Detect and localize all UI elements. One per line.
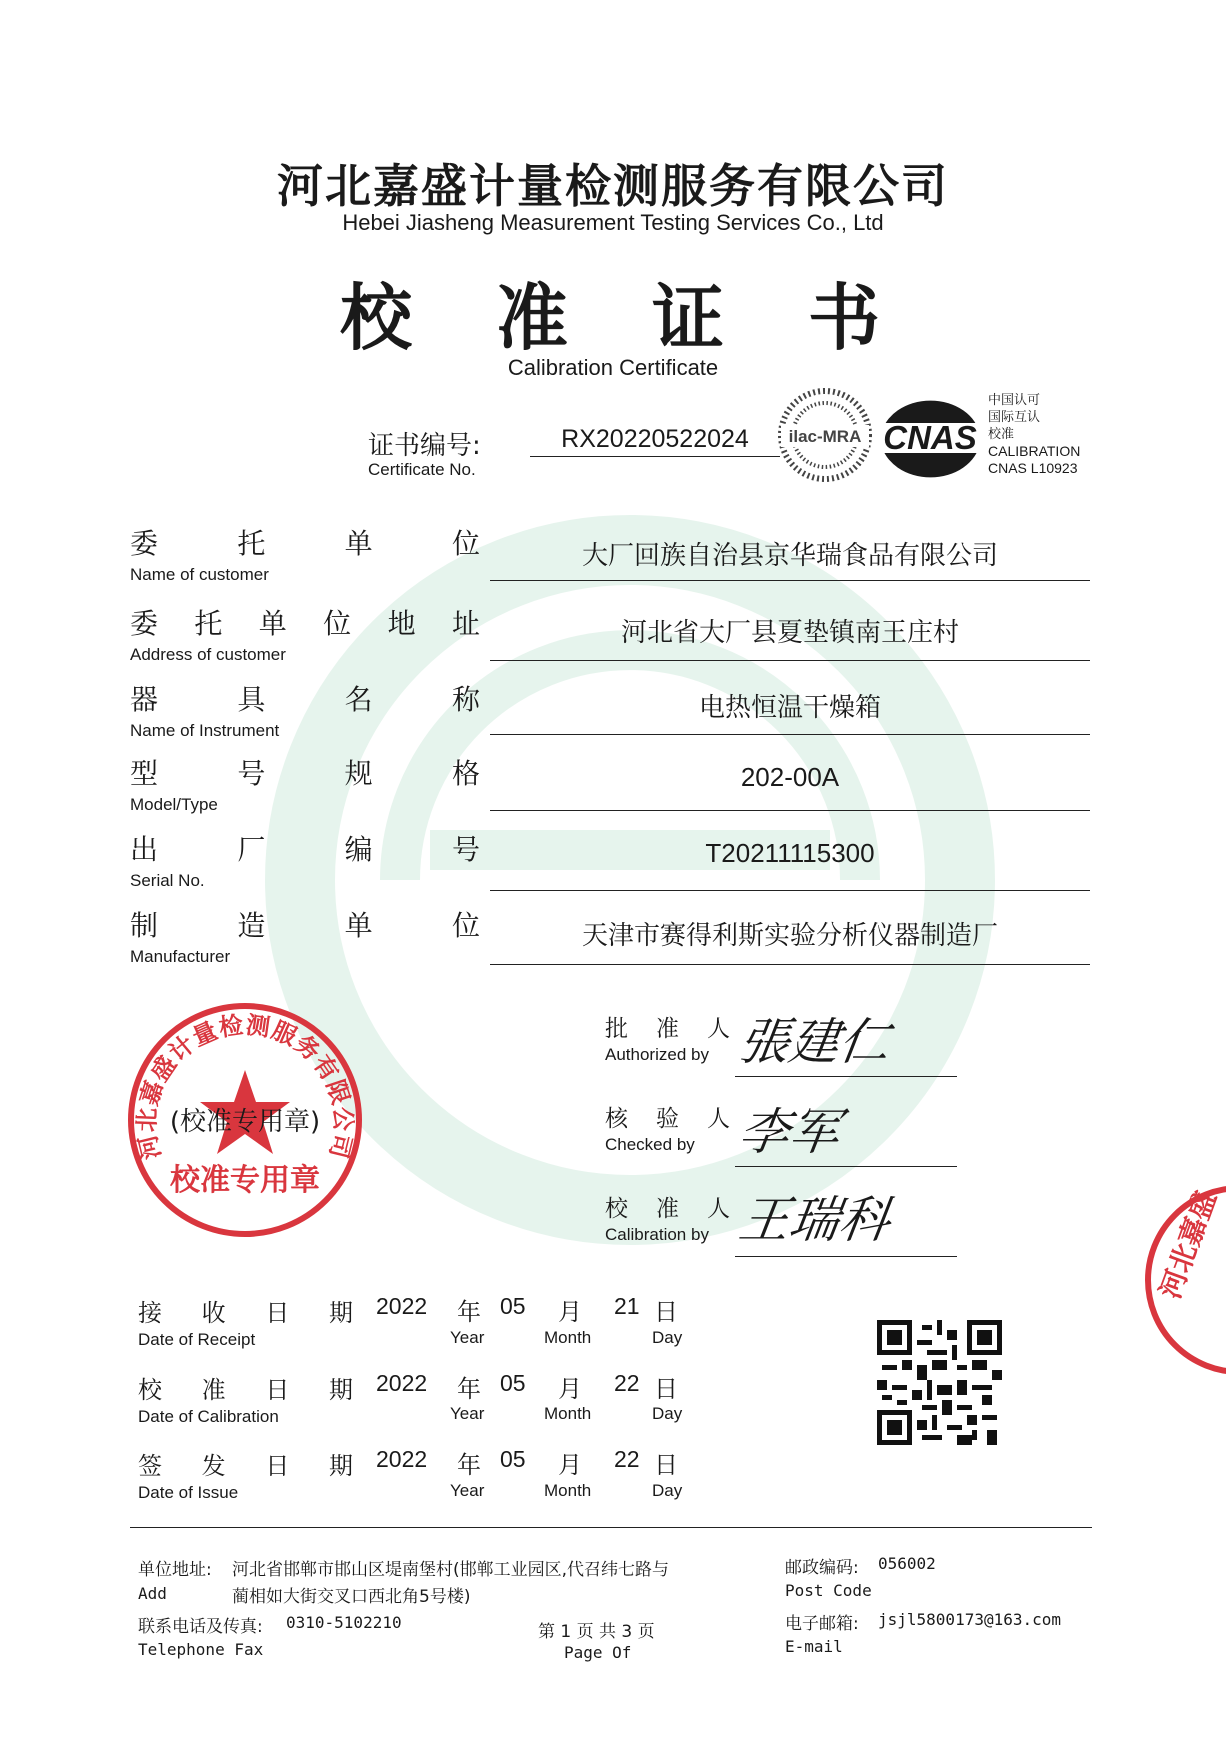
signature-label-calibration [605,1190,730,1245]
customer-address-value: 河北省大厂县夏垫镇南王庄村 [620,618,959,648]
manufacturer-value: 天津市赛得利斯实验分析仪器制造厂 [581,921,998,951]
date-label-calibration [138,1370,353,1427]
document-title-en: Calibration Certificate [507,355,719,380]
ilac-mra-logo [775,385,875,485]
ilac-mra-text: ilac-MRA [788,427,862,446]
signature-authorized: 張建仁 [735,1013,894,1071]
seal-center-text: (校准专用章) [169,1107,321,1137]
field-customer-address [130,602,480,665]
field-underline [490,580,1090,581]
field-label-en: Name of customer [130,565,269,584]
label-char: 厂 [237,833,266,866]
company-name-cn: 河北嘉盛计量检测服务有限公司 [277,159,949,213]
footer-divider [130,1527,1092,1528]
label-char: 号 [451,833,480,866]
calibration-year: 2022 [376,1370,428,1396]
qr-code[interactable] [877,1320,1002,1445]
certificate-number: RX20220522024 [561,425,749,453]
field-label-cn [130,828,480,868]
date-label-issue [138,1446,353,1503]
label-char: 委 [130,527,159,560]
cnas-accreditation-info [988,392,1080,477]
phone-label-en: Telephone Fax [138,1640,264,1659]
en-month: Month [544,1404,592,1423]
label-char: 准 [656,1016,679,1042]
field-label-cn [130,678,480,718]
en-day: Day [652,1481,683,1500]
unit-year: 年 [457,1298,481,1326]
partial-seal-edge [1140,1180,1226,1380]
label-char: 验 [656,1106,679,1132]
unit-year: 年 [457,1451,481,1479]
label-char: 址 [451,607,480,640]
signature-underline [735,1256,957,1257]
certificate-number-label: 证书编号: [368,431,481,461]
label-char: 造 [237,909,266,942]
signature-label-checked [605,1100,730,1155]
unit-day: 日 [654,1451,678,1479]
title-char: 准 [495,276,568,360]
field-label-cn [130,602,480,642]
date-label-en: Date of Receipt [138,1330,256,1349]
en-day: Day [652,1404,683,1423]
label-char: 制 [130,909,159,942]
signature-calibration: 王瑞科 [735,1191,894,1249]
label-char: 发 [201,1452,226,1480]
label-char: 型 [130,757,159,790]
label-char: 编 [344,833,373,866]
label-char: 格 [451,757,480,790]
label-char: 位 [451,909,480,942]
issue-month: 05 [500,1446,526,1472]
label-char: 具 [237,683,266,716]
label-char: 准 [656,1196,679,1222]
label-char: 器 [130,683,159,716]
unit-month: 月 [558,1375,582,1403]
label-char: 准 [201,1376,226,1404]
title-char: 校 [340,276,413,360]
signature-label-en: Checked by [605,1135,695,1154]
cnas-line: CALIBRATION [988,443,1081,459]
field-model-type [130,752,480,815]
label-char: 人 [707,1196,730,1222]
unit-month: 月 [558,1451,582,1479]
field-label-en: Address of customer [130,645,286,664]
issue-day: 22 [614,1446,640,1472]
unit-day: 日 [654,1375,678,1403]
title-char: 证 [651,276,724,360]
signature-label-authorized [605,1010,730,1065]
label-char: 人 [707,1106,730,1132]
field-label-en: Name of Instrument [130,721,280,740]
page-indicator: 第 1 页 共 3 页 [538,1622,655,1642]
receipt-month: 05 [500,1293,526,1319]
label-char: 校 [605,1196,628,1222]
field-label-cn [130,522,480,562]
date-label-receipt [138,1293,353,1350]
unit-month: 月 [558,1298,582,1326]
label-char: 单 [258,607,287,640]
field-customer-name [130,522,480,585]
cnas-line: 国际互认 [988,410,1041,425]
field-label-cn [130,904,480,944]
certificate-number-underline [530,456,780,457]
cnas-line: 中国认可 [988,393,1041,408]
cnas-line: CNAS L10923 [988,460,1078,476]
field-underline [490,734,1090,735]
label-char: 校 [138,1376,162,1404]
label-char: 日 [265,1452,290,1480]
label-char: 位 [451,527,480,560]
seal-ring-text: 河北嘉盛计量检测服务有限公司 [132,1010,358,1163]
field-label-en: Manufacturer [130,947,231,966]
address-label-en: Add [138,1584,167,1603]
label-char: 批 [605,1016,628,1042]
field-label-en: Model/Type [130,795,218,814]
unit-year: 年 [457,1375,481,1403]
label-char: 称 [451,683,480,716]
label-char: 日 [265,1299,290,1327]
en-month: Month [544,1328,592,1347]
signature-underline [735,1076,957,1077]
signature-underline [735,1166,957,1167]
unit-day: 日 [654,1298,678,1326]
calibration-day: 22 [614,1370,640,1396]
partial-seal-text: 河北嘉盛 [1153,1186,1223,1303]
label-char: 位 [323,607,352,640]
label-char: 接 [138,1299,162,1327]
label-char: 单 [344,909,373,942]
signature-label-en: Calibration by [605,1225,709,1244]
model-type-value: 202-00A [740,762,840,792]
field-underline [490,660,1090,661]
label-char: 日 [265,1376,290,1404]
label-char: 单 [344,527,373,560]
label-char: 期 [328,1452,353,1480]
post-code-label: 邮政编码: [785,1558,859,1578]
en-year: Year [450,1404,485,1423]
signature-label-en: Authorized by [605,1045,709,1064]
receipt-year: 2022 [376,1293,428,1319]
certificate-number-label-en: Certificate No. [368,460,476,479]
field-manufacturer [130,904,480,967]
label-char: 期 [328,1376,353,1404]
cnas-text: CNAS [883,419,977,456]
date-label-en: Date of Calibration [138,1407,279,1426]
phone-label: 联系电话及传真: [138,1617,263,1637]
field-serial-number [130,828,480,891]
phone-number: 0310-5102210 [286,1613,402,1632]
page-indicator-en: Page Of [564,1643,632,1662]
label-char: 核 [605,1106,628,1132]
customer-name-value: 大厂回族自治县京华瑞食品有限公司 [581,541,998,571]
document-title [340,260,880,364]
calibration-seal [125,1000,365,1240]
label-char: 托 [194,607,223,640]
email-label-en: E-mail [785,1637,843,1656]
label-char: 签 [138,1452,162,1480]
issue-year: 2022 [376,1446,428,1472]
en-year: Year [450,1328,485,1347]
post-code-label-en: Post Code [785,1581,872,1600]
label-char: 收 [201,1299,226,1327]
date-label-en: Date of Issue [138,1483,239,1502]
label-char: 号 [237,757,266,790]
label-char: 人 [707,1016,730,1042]
field-instrument-name [130,678,480,741]
en-month: Month [544,1481,592,1500]
cnas-logo [873,393,988,483]
calibration-month: 05 [500,1370,526,1396]
cnas-line: 校准 [988,427,1015,442]
title-char: 书 [807,276,880,360]
email-label: 电子邮箱: [785,1614,859,1634]
label-char: 规 [344,757,373,790]
field-underline [490,964,1090,965]
serial-number-value: T20211115300 [705,838,875,868]
field-underline [490,890,1090,891]
address-line2: 蔺相如大街交叉口西北角5号楼) [232,1587,471,1607]
label-char: 托 [237,527,266,560]
company-name-en: Hebei Jiasheng Measurement Testing Services Co., Ltd [342,210,884,235]
signature-checked: 李军 [735,1103,844,1161]
en-year: Year [450,1481,485,1500]
address-line1: 河北省邯郸市邯山区堤南堡村(邯郸工业园区,代召纬七路与 [232,1560,670,1580]
label-char: 出 [130,833,159,866]
email-address[interactable]: jsjl5800173@163.com [878,1610,1062,1629]
label-char: 名 [344,683,373,716]
receipt-day: 21 [614,1293,640,1319]
instrument-name-value: 电热恒温干燥箱 [698,693,881,723]
address-label: 单位地址: [138,1560,212,1580]
label-char: 地 [387,607,416,640]
label-char: 委 [130,607,159,640]
field-underline [490,810,1090,811]
seal-bottom-text: 校准专用章 [170,1163,320,1198]
post-code: 056002 [878,1554,936,1573]
field-label-cn [130,752,480,792]
field-label-en: Serial No. [130,871,205,890]
en-day: Day [652,1328,683,1347]
label-char: 期 [328,1299,353,1327]
